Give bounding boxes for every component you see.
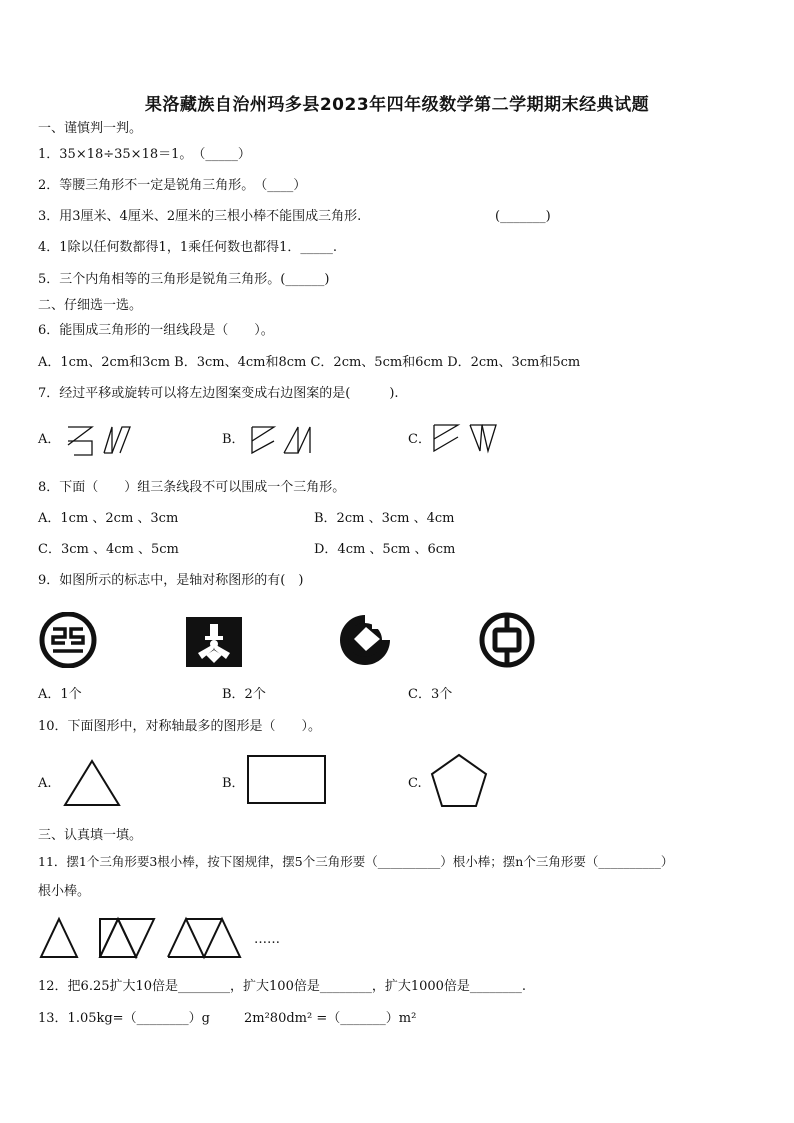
q8-option-d: D．4cm 、5cm 、6cm (314, 542, 456, 557)
q9-option-b: B．2个 (222, 687, 266, 702)
question-6-options: A．1cm、2cm和3cm B．3cm、4cm和8cm C．2cm、5cm和6cm D．2cm、3cm和5cm (38, 355, 581, 370)
question-12: 12．把6.25扩大10倍是________，扩大100倍是________，扩大1000倍是________. (38, 979, 527, 994)
question-3: 3．用3厘米、4厘米、2厘米的三根小棒不能围成三角形. (38, 209, 362, 224)
q10-option-c-label: C. (408, 776, 422, 791)
rectangle-shape (246, 754, 328, 806)
q8-option-c: C．3cm 、4cm 、5cm (38, 542, 179, 557)
page-title: 果洛藏族自治州玛多县2023年四年级数学第二学期期末经典试题 (144, 95, 650, 115)
question-11-line2: 根小棒。 (38, 884, 91, 899)
section-heading-1: 一、谨慎判一判。 (38, 121, 143, 136)
bank-logo-2 (186, 617, 242, 667)
q10-option-b-label: B． (222, 776, 245, 791)
question-8: 8．下面（ ）组三条线段不可以围成一个三角形。 (38, 480, 346, 495)
question-3-blank: (_______) (495, 209, 551, 224)
bank-logo-3 (336, 613, 394, 667)
question-13-part-a: 13．1.05kg=（________）g (38, 1011, 210, 1026)
bank-logo-1 (37, 612, 99, 668)
pattern-ellipsis: …… (254, 932, 280, 947)
question-11-line1: 11．摆1个三角形要3根小棒，按下图规律，摆5个三角形要（__________）根小棒；摆n个三角形要（__________） (38, 854, 674, 869)
question-7: 7．经过平移或旋转可以将左边图案变成右边图案的是( ). (38, 386, 399, 401)
q7-option-c-figure (430, 421, 502, 455)
q7-option-a-figure (64, 423, 136, 457)
matchstick-pattern-figure (38, 916, 248, 962)
q9-option-a: A．1个 (38, 687, 82, 702)
question-5: 5．三个内角相等的三角形是锐角三角形。(______) (38, 272, 330, 287)
question-13-part-b: 2m²80dm² =（_______）m² (244, 1011, 417, 1026)
question-4: 4．1除以任何数都得1，1乘任何数也都得1．_____. (38, 240, 337, 255)
q8-option-b: B．2cm 、3cm 、4cm (314, 511, 455, 526)
q10-option-a-label: A. (38, 776, 52, 791)
question-2: 2．等腰三角形不一定是锐角三角形。 （____） (38, 178, 307, 193)
q7-option-b-label: B． (222, 432, 245, 447)
bank-logo-4 (478, 612, 536, 668)
section-heading-3: 三、认真填一填。 (38, 828, 143, 843)
question-9: 9．如图所示的标志中，是轴对称图形的有( ) (38, 573, 304, 588)
q7-option-c-label: C． (408, 432, 431, 447)
pentagon-shape (428, 752, 490, 810)
question-1: 1．35×18÷35×18＝1。 （_____） (38, 147, 251, 162)
q9-option-c: C．3个 (408, 687, 453, 702)
triangle-shape (62, 758, 122, 808)
q8-option-a: A．1cm 、2cm 、3cm (38, 511, 179, 526)
question-10: 10．下面图形中，对称轴最多的图形是（ ）。 (38, 719, 322, 734)
q7-option-a-label: A． (38, 432, 61, 447)
q7-option-b-figure (248, 423, 320, 457)
section-heading-2: 二、仔细选一选。 (38, 298, 143, 313)
question-6: 6．能围成三角形的一组线段是（ ）。 (38, 323, 274, 338)
